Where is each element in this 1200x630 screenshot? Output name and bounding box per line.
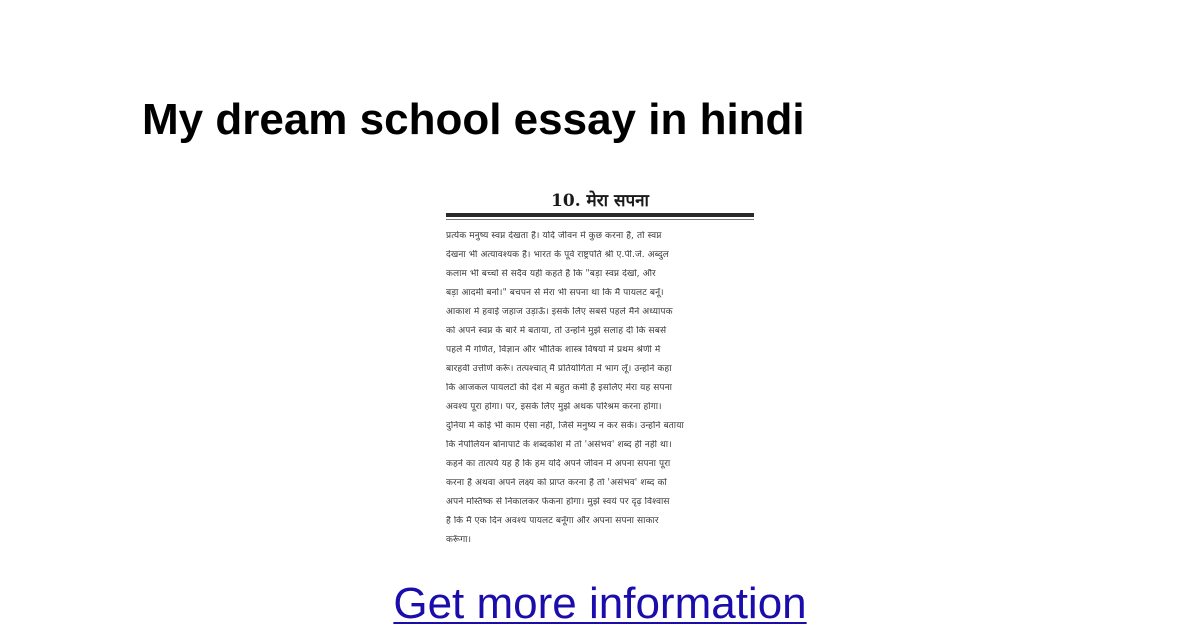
essay-heading: 10. मेरा सपना bbox=[551, 191, 649, 211]
essay-line: बारहवीं उत्तीर्ण करूँ। तत्पश्चात् मैं प्रतियोगिता में भाग लूँ। उन्होंने कहा bbox=[446, 363, 672, 374]
essay-line: पहले मैं गणित, विज्ञान और भौतिक शास्त्र विषयों में प्रथम श्रेणी में bbox=[446, 344, 661, 355]
essay-line: है कि मैं एक दिन अवश्य पायलट बनूँगा और अपना सपना साकार bbox=[446, 515, 659, 526]
essay-line: आकाश में हवाई जहाज उड़ाऊँ। इसके लिए सबसे पहले मैंने अध्यापक bbox=[446, 306, 673, 317]
essay-line: कलाम भी बच्चों से सदैव यही कहते हैं कि "बड़ा स्वप्न देखो, और bbox=[446, 268, 656, 279]
essay-line: करना है अथवा अपने लक्ष्य को प्राप्त करना है तो 'असंभव' शब्द को bbox=[446, 477, 667, 488]
heading-rule bbox=[446, 213, 754, 217]
essay-line: कि नेपोलियन बोनापार्ट के शब्दकोश में तो 'असंभव' शब्द ही नहीं था। bbox=[446, 439, 672, 450]
essay-line: कि आजकल पायलटों की देश में बहुत कमी है इसलिए मेरा यह सपना bbox=[446, 382, 673, 393]
essay-line: दुनिया में कोई भी काम ऐसा नहीं, जिसे मनुष्य न कर सके। उन्होंने बताया bbox=[446, 420, 684, 431]
essay-line: प्रत्येक मनुष्य स्वप्न देखता है। यदि जीवन में कुछ करना है, तो स्वप्न bbox=[446, 231, 662, 241]
essay-line: अपने मस्तिष्क से निकालकर फेंकना होगा। मुझे स्वयं पर दृढ़ विश्वास bbox=[446, 496, 670, 507]
essay-body bbox=[446, 231, 756, 554]
essay-line: अवश्य पूरा होगा। पर, इसके लिए मुझे अथक परिश्रम करना होगा। bbox=[446, 401, 662, 412]
essay-line: बड़ा आदमी बनो।" बचपन से मेरा भी सपना था कि मैं पायलट बनूँ। bbox=[446, 287, 664, 298]
essay-line: कहने का तात्पर्य यह है कि हम यदि अपने जीवन में अपना सपना पूरा bbox=[446, 458, 671, 469]
essay-line: को अपने स्वप्न के बारे में बताया, तो उन्होंने मुझे सलाह दी कि सबसे bbox=[446, 325, 667, 336]
get-more-information-link[interactable]: Get more information bbox=[393, 579, 807, 628]
page-title: My dream school essay in hindi bbox=[142, 95, 805, 144]
essay-scan-image bbox=[440, 180, 760, 560]
heading-rule-thin bbox=[446, 219, 754, 220]
essay-line: करूँगा। bbox=[446, 534, 472, 545]
essay-line: देखना भी अत्यावश्यक है। भारत के पूर्व राष्ट्रपति श्री ए.पी.जे. अब्दुल bbox=[446, 249, 669, 260]
